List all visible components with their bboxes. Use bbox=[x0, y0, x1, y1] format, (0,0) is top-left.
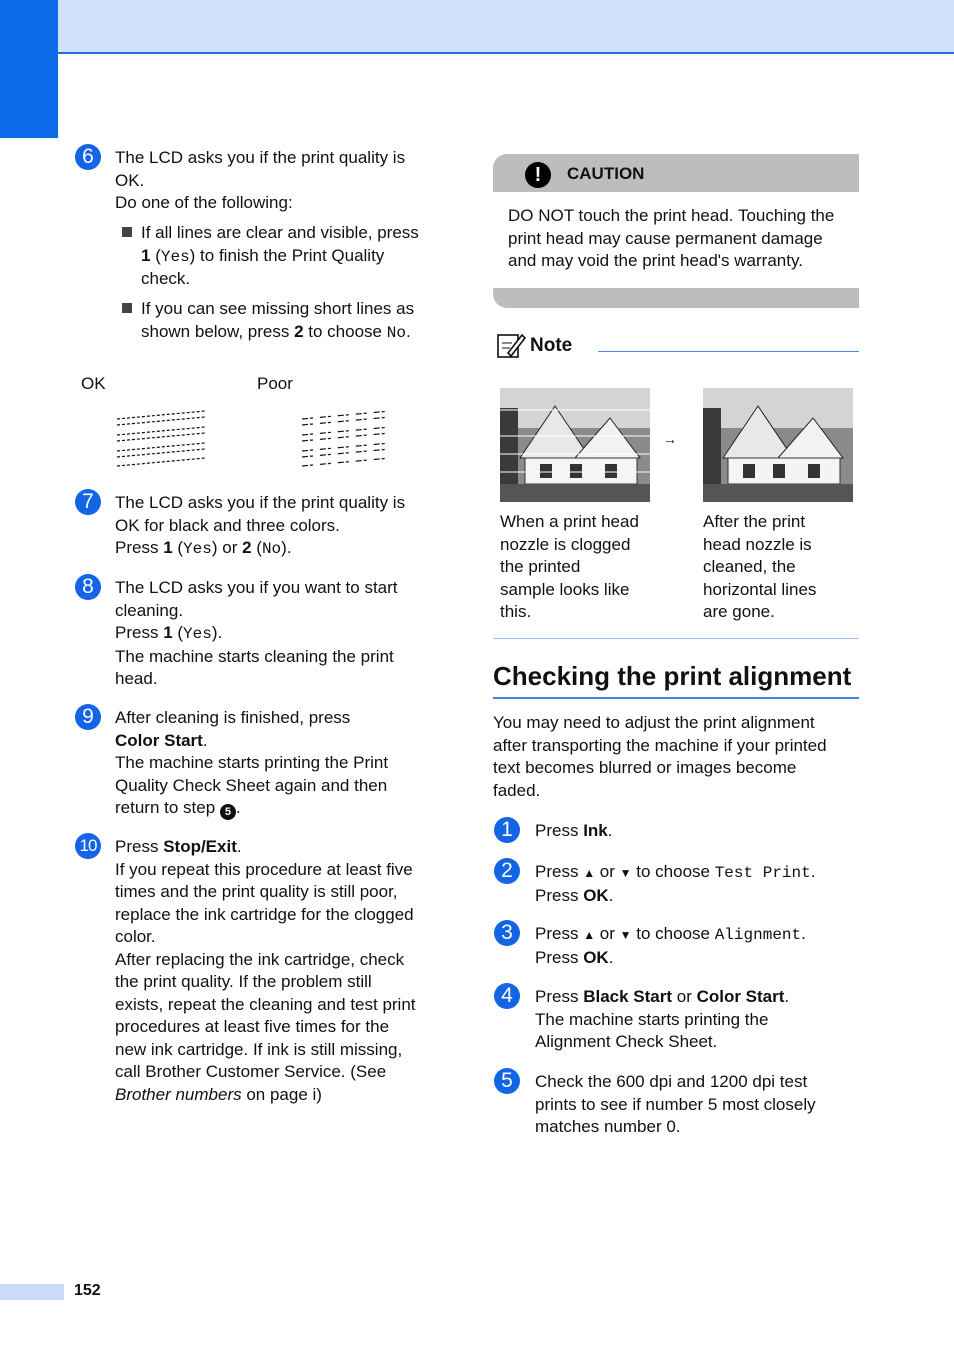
step-number-2: 2 bbox=[494, 858, 520, 884]
section-title: Checking the print alignment bbox=[493, 661, 852, 691]
step-number-8: 8 bbox=[75, 574, 101, 600]
bullet-square-icon bbox=[122, 227, 132, 237]
note-title: Note bbox=[530, 335, 573, 356]
caution-footer bbox=[493, 288, 859, 308]
step-6-text: The LCD asks you if the print quality is OK. Do one of the following: bbox=[115, 148, 406, 212]
up-arrow-icon: ▲ bbox=[583, 866, 596, 880]
note-end-rule bbox=[493, 638, 859, 639]
step-r4-text: Press Black Start or Color Start. The machine starts printing the Alignment Check Sheet. bbox=[535, 987, 790, 1051]
step-7-text: The LCD asks you if the print quality is OK for black and three colors. Press 1 (Yes) or 2 (No). bbox=[115, 493, 406, 558]
label-poor: Poor bbox=[257, 374, 293, 393]
label-ok: OK bbox=[81, 374, 106, 393]
bullet-2: If you can see missing short lines as shown below, press 2 to choose No. bbox=[141, 298, 451, 344]
step-8-text: The LCD asks you if you want to start cleaning. Press 1 (Yes). The machine starts cleaning the print head. bbox=[115, 578, 398, 688]
caption-before: When a print head nozzle is clogged the printed sample looks like this. bbox=[500, 512, 639, 621]
bullet-1: If all lines are clear and visible, press 1 (Yes) to finish the Print Quality check. bbox=[141, 222, 451, 291]
down-arrow-icon: ▼ bbox=[619, 928, 632, 942]
step-number-10: 10 bbox=[75, 833, 101, 859]
step-ref-5: 5 bbox=[220, 804, 236, 820]
step-9-text: After cleaning is finished, press Color Start. The machine starts printing the Print Quality Check Sheet again and then return to step 5 . bbox=[115, 708, 389, 818]
step-number-5: 5 bbox=[494, 1068, 520, 1094]
step-number-6: 6 bbox=[75, 144, 101, 170]
header-band bbox=[58, 0, 954, 54]
caption-after: After the print head nozzle is cleaned, the horizontal lines are gone. bbox=[703, 512, 817, 621]
photo-cleaned bbox=[703, 388, 853, 502]
step-number-9: 9 bbox=[75, 704, 101, 730]
bullet-square-icon bbox=[122, 303, 132, 313]
page-number: 152 bbox=[74, 1282, 101, 1299]
caution-body: DO NOT touch the print head. Touching the print head may cause permanent damage and may void the print head's warranty. bbox=[508, 206, 835, 270]
poor-line-sample bbox=[300, 405, 395, 471]
step-number-3: 3 bbox=[494, 920, 520, 946]
step-number-4: 4 bbox=[494, 983, 520, 1009]
footer-band bbox=[0, 1284, 64, 1300]
step-r3-text: Press ▲ or ▼ to choose Alignment. Press OK. bbox=[535, 924, 806, 967]
note-pencil-icon bbox=[496, 331, 526, 359]
step-number-1: 1 bbox=[494, 817, 520, 843]
exclamation-icon: ! bbox=[525, 162, 551, 188]
caution-title: CAUTION bbox=[567, 164, 645, 183]
step-number-7: 7 bbox=[75, 489, 101, 515]
section-rule bbox=[493, 697, 859, 699]
ok-line-sample bbox=[115, 405, 210, 471]
step-10-text: Press Stop/Exit. If you repeat this procedure at least five times and the print quality is still poor, replace the ink cartridge for the clogged color. After replacing the ink cartridge, check the print quality. If the problem still exists, repeat the cleaning and test print procedures at least five times for the new ink cartridge. If ink is still missing, call Brother Customer Service. (See Brother numbers on page i) bbox=[115, 837, 416, 1104]
note-rule bbox=[598, 351, 859, 352]
step-r2-text: Press ▲ or ▼ to choose Test Print. Press OK. bbox=[535, 862, 816, 905]
chapter-tab bbox=[0, 0, 58, 138]
step-r1-text: Press Ink. bbox=[535, 821, 613, 840]
up-arrow-icon: ▲ bbox=[583, 928, 596, 942]
photo-clogged bbox=[500, 388, 650, 502]
down-arrow-icon: ▼ bbox=[619, 866, 632, 880]
arrow-right-icon: → bbox=[663, 431, 677, 447]
section-intro: You may need to adjust the print alignment after transporting the machine if your printed text becomes blurred or images become faded. bbox=[493, 713, 827, 800]
step-r5-text: Check the 600 dpi and 1200 dpi test prints to see if number 5 most closely matches number 0. bbox=[535, 1072, 816, 1136]
